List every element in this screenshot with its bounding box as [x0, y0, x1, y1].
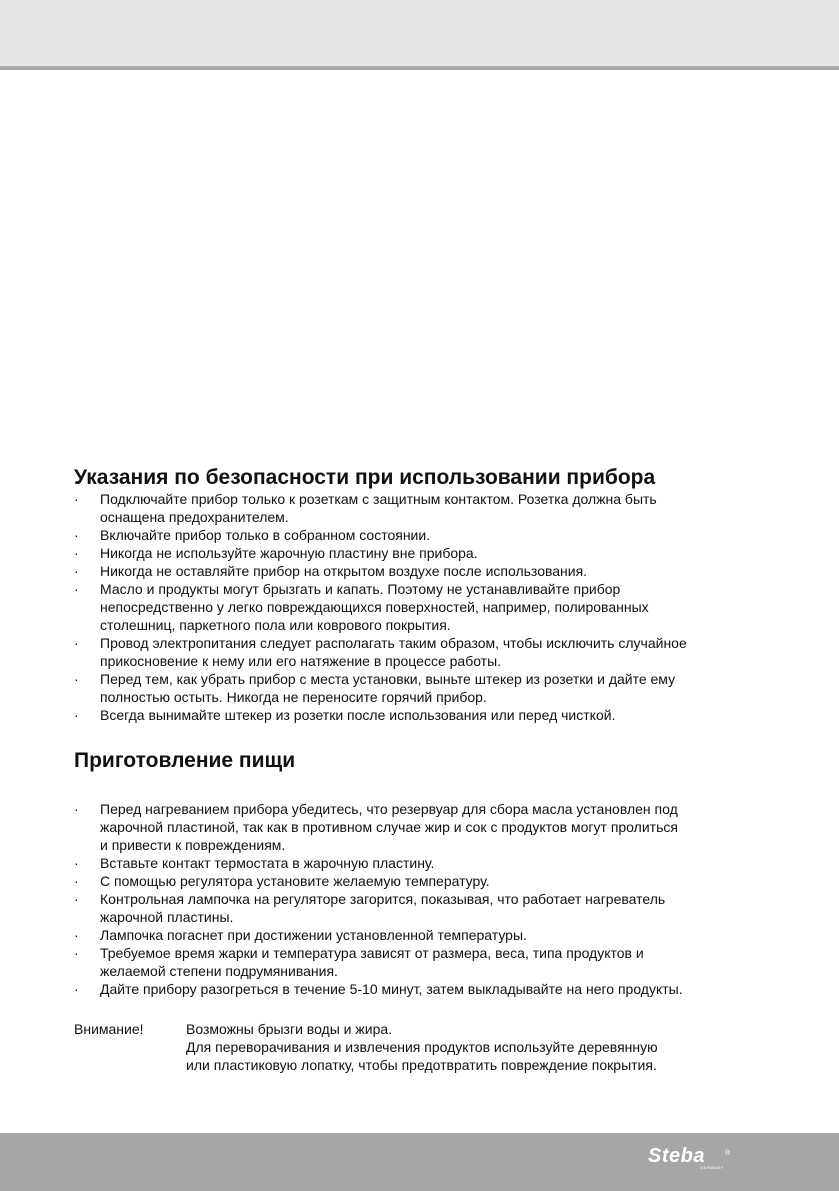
safety-list-item [74, 670, 687, 706]
bullet-dot: · [74, 801, 79, 817]
bullet-dot: · [74, 891, 79, 907]
cooking-item-text: Контрольная лампочка на регуляторе загорится, показывая, что работает нагреватель жарочной пластины. [100, 891, 666, 925]
cooking-item-text: Дайте прибору разогреться в течение 5-10 минут, затем выкладывайте на него продукты. [100, 981, 683, 997]
bullet-dot: · [74, 671, 79, 687]
cooking-heading: Приготовление пищи [74, 749, 296, 772]
bullet-dot: · [74, 855, 79, 871]
safety-list-item [74, 490, 687, 526]
safety-item-text: Никогда не используйте жарочную пластину вне прибора. [100, 545, 478, 561]
bullet-dot: · [74, 491, 79, 507]
safety-item-text: Перед тем, как убрать прибор с места установки, выньте штекер из розетки и дайте ему полностью остыть. Никогда не переносите горячий прибор. [100, 671, 676, 705]
safety-list-item [74, 544, 687, 562]
bullet-dot: · [74, 945, 79, 961]
cooking-list [74, 800, 683, 998]
cooking-item-text: Требуемое время жарки и температура зависят от размера, веса, типа продуктов и желаемой степени подрумянивания. [100, 945, 644, 979]
safety-list-item [74, 706, 687, 724]
bullet-dot: · [74, 927, 79, 943]
cooking-list-item [74, 926, 683, 944]
bullet-dot: · [74, 635, 79, 651]
warning-text: Возможны брызги воды и жира. Для переворачивания и извлечения продуктов используйте деревянную или пластиковую лопатку, чтобы предотвратить повреждение покрытия. [186, 1021, 658, 1073]
bullet-dot: · [74, 981, 79, 997]
bullet-dot: · [74, 563, 79, 579]
safety-item-text: Провод электропитания следует располагать таким образом, чтобы исключить случайное прикосновение к нему или его натяжение в процессе работы. [100, 635, 687, 669]
cooking-item-text: Лампочка погаснет при достижении установленной температуры. [100, 927, 527, 943]
safety-item-text: Подключайте прибор только к розеткам с защитным контактом. Розетка должна быть оснащена предохранителем. [100, 491, 657, 525]
safety-item-text: Включайте прибор только в собранном состоянии. [100, 527, 431, 543]
cooking-list-item [74, 944, 683, 980]
steba-logo: Steba [648, 1145, 705, 1167]
cooking-list-item [74, 800, 683, 854]
bullet-dot: · [74, 527, 79, 543]
safety-list-item [74, 634, 687, 670]
header-band [0, 0, 839, 66]
cooking-list-item [74, 872, 683, 890]
safety-list-item [74, 562, 687, 580]
safety-heading: Указания по безопасности при использовании прибора [74, 466, 656, 489]
cooking-item-text: С помощью регулятора установите желаемую температуру. [100, 873, 490, 889]
safety-list-item [74, 526, 687, 544]
safety-item-text: Всегда вынимайте штекер из розетки после использования или перед чисткой. [100, 707, 616, 723]
bullet-dot: · [74, 545, 79, 561]
cooking-list-item [74, 854, 683, 872]
cooking-list-item [74, 890, 683, 926]
safety-item-text: Никогда не оставляйте прибор на открытом воздухе после использования. [100, 563, 588, 579]
cooking-item-text: Вставьте контакт термостата в жарочную пластину. [100, 855, 435, 871]
bullet-dot: · [74, 581, 79, 597]
steba-logo-subtitle: GERMANY [700, 1165, 724, 1170]
registered-mark: ® [725, 1150, 731, 1157]
bullet-dot: · [74, 873, 79, 889]
cooking-list-item [74, 980, 683, 998]
cooking-item-text: Перед нагреванием прибора убедитесь, что резервуар для сбора масла установлен под жарочной пластиной, так как в противном случае жир и сок с продуктов могут пролиться и привести к повреждениям. [100, 801, 678, 853]
safety-item-text: Масло и продукты могут брызгать и капать. Поэтому не устанавливайте прибор непосредственно у легко повреждающихся поверхностей, например, полированных столешниц, паркетного пола или коврового покрытия. [100, 581, 649, 633]
safety-list [74, 490, 687, 724]
footer-band [0, 1133, 839, 1191]
header-rule [0, 66, 839, 70]
warning-label: Внимание! [74, 1021, 144, 1037]
safety-list-item [74, 580, 687, 634]
bullet-dot: · [74, 707, 79, 723]
